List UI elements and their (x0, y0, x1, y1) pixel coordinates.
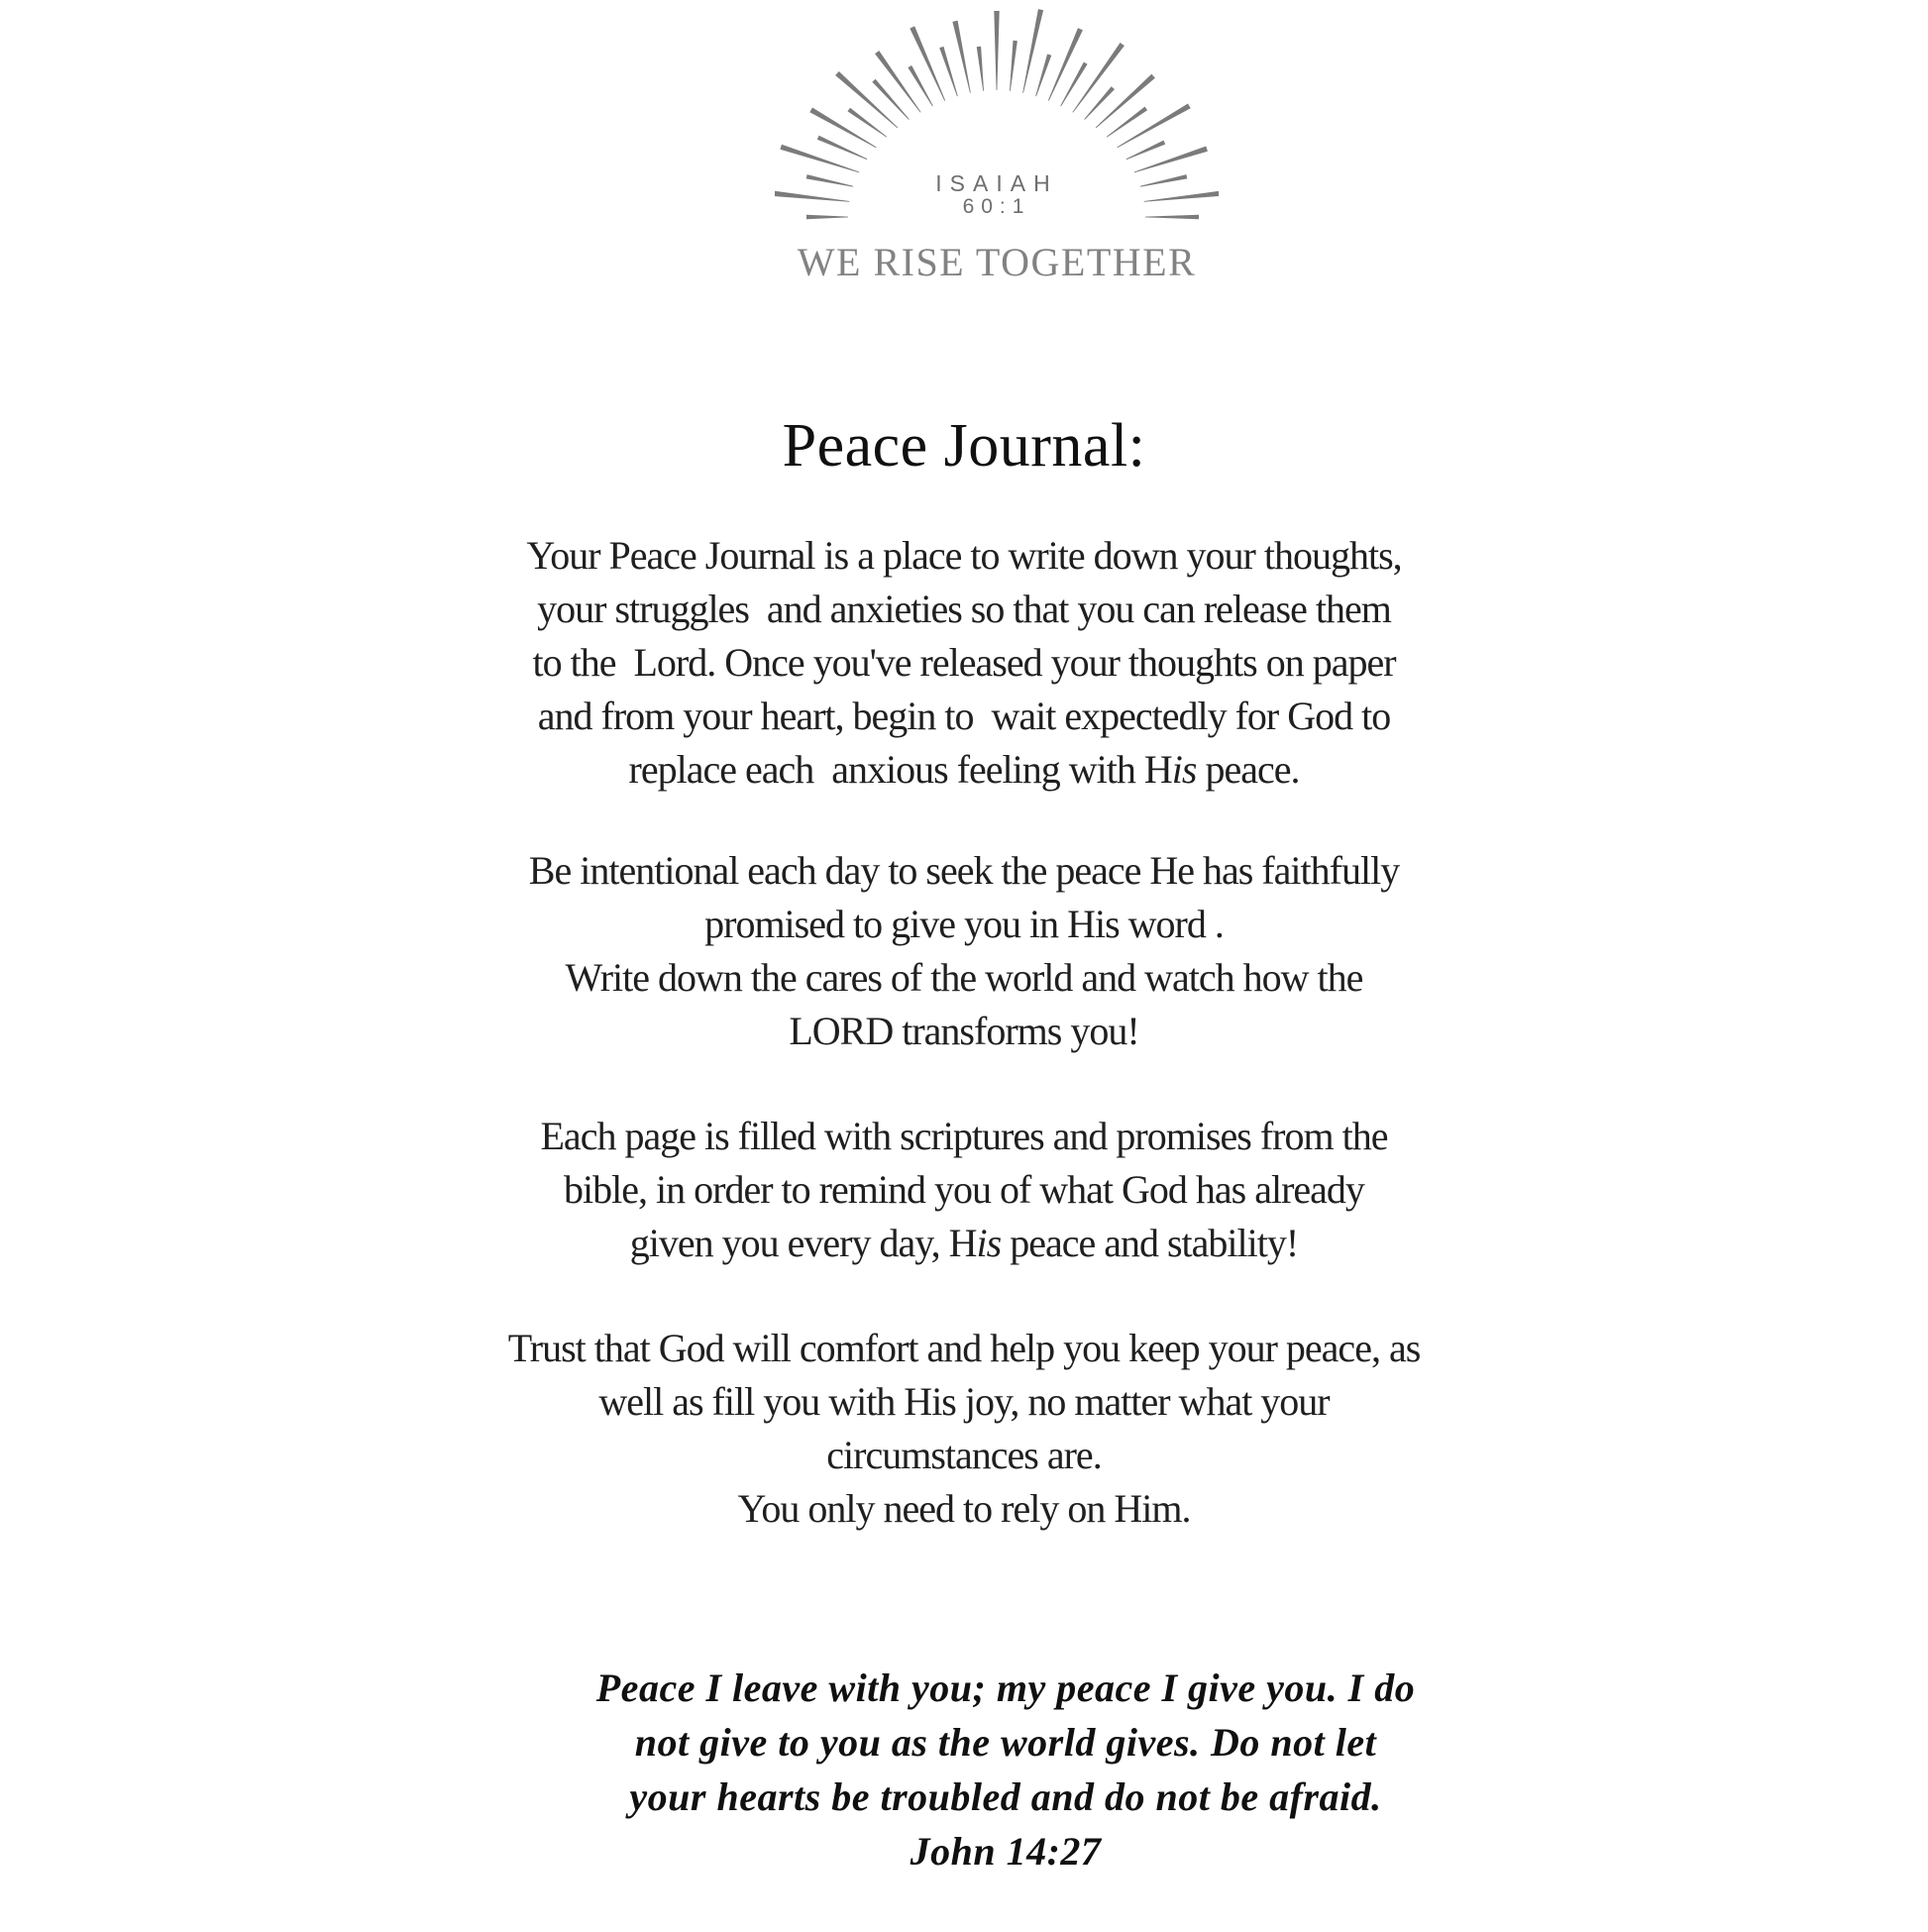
page-title: Peace Journal: (782, 412, 1146, 480)
text-line: Your Peace Journal is a place to write down your thoughts, (526, 533, 1402, 578)
paragraph (270, 1110, 1658, 1270)
text-line: and from your heart, begin to wait expectedly for God to (537, 694, 1391, 738)
paragraph (270, 529, 1658, 797)
body-text-column (270, 529, 1658, 1878)
logo-verse-reference: 60:1 (962, 195, 1031, 218)
quote-line: not give to you as the world gives. Do not let (634, 1720, 1377, 1765)
text-line: LORD transforms you! (789, 1009, 1139, 1053)
brand-name: WE RISE TOGETHER (797, 240, 1197, 284)
text-line: You only need to rely on Him. (737, 1486, 1191, 1531)
brand-logo (775, 4, 1219, 286)
text-line: Write down the cares of the world and watch how the (565, 955, 1363, 1000)
page (0, 4, 1928, 1932)
text-line: given you every day, His peace and stability! (629, 1221, 1299, 1265)
text-line: replace each anxious feeling with His peace. (628, 747, 1300, 792)
text-line: well as fill you with His joy, no matter what your (598, 1379, 1330, 1424)
text-line: Be intentional each day to seek the peace He has faithfully (528, 848, 1400, 893)
quote-line: Peace I leave with you; my peace I give you. I do (595, 1665, 1416, 1710)
paragraph (270, 1322, 1658, 1536)
text-line: bible, in order to remind you of what God has already (564, 1167, 1364, 1212)
quote-line: your hearts be troubled and do not be afraid. (629, 1774, 1382, 1819)
text-line: your struggles and anxieties so that you can release them (537, 587, 1391, 631)
sunburst-logo-figure (775, 4, 1219, 223)
scripture-quote (312, 1661, 1699, 1878)
text-line: circumstances are. (826, 1433, 1102, 1477)
quote-reference: John 14:27 (910, 1829, 1102, 1874)
text-line: to the Lord. Once you've released your thoughts on paper (532, 640, 1396, 685)
text-line: Trust that God will comfort and help you keep your peace, as (507, 1326, 1421, 1370)
text-line: Each page is filled with scriptures and promises from the (540, 1114, 1388, 1158)
logo-verse-book: ISAIAH (935, 170, 1058, 196)
text-line: promised to give you in His word . (704, 902, 1224, 946)
paragraph (270, 844, 1658, 1058)
